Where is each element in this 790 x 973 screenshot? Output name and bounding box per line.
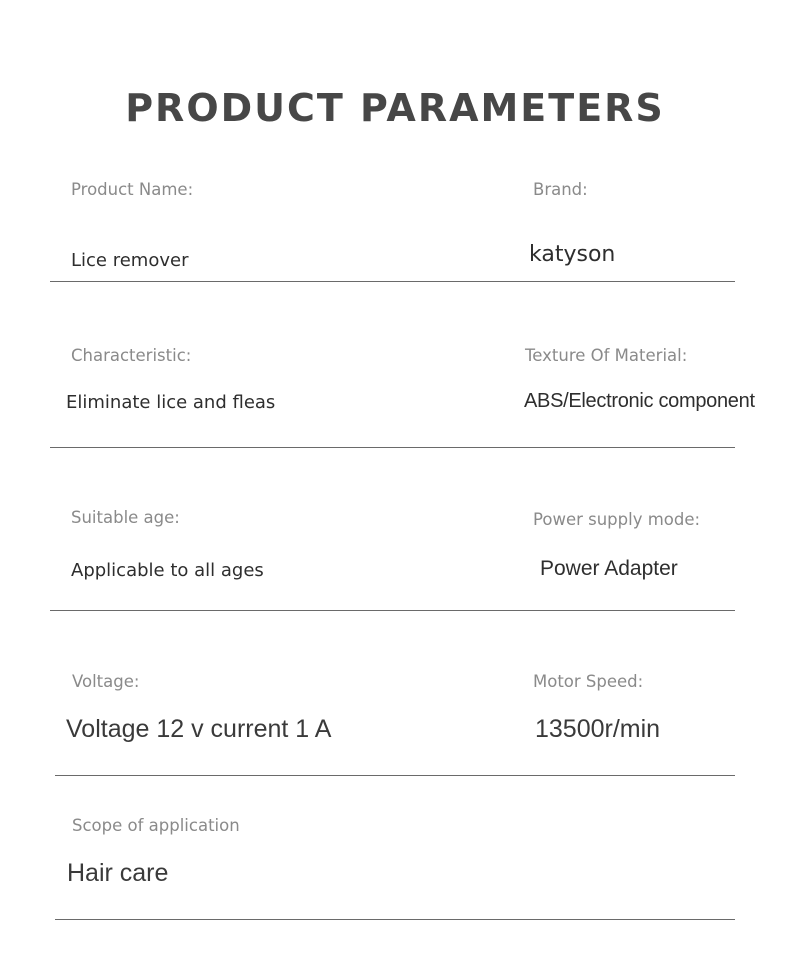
- suitable-age-label: Suitable age:: [71, 508, 180, 527]
- brand-label: Brand:: [533, 180, 588, 199]
- brand-value: katyson: [529, 242, 616, 267]
- product-name-label: Product Name:: [71, 180, 194, 199]
- motor-speed-label: Motor Speed:: [533, 672, 644, 691]
- row-divider: [50, 610, 735, 611]
- row-divider: [50, 447, 735, 448]
- suitable-age-value: Applicable to all ages: [71, 560, 264, 581]
- scope-of-application-label: Scope of application: [72, 816, 240, 835]
- texture-of-material-value: ABS/Electronic component: [524, 390, 755, 412]
- texture-of-material-label: Texture Of Material:: [525, 346, 688, 365]
- voltage-label: Voltage:: [72, 672, 140, 691]
- product-name-value: Lice remover: [71, 250, 189, 271]
- scope-of-application-value: Hair care: [67, 859, 169, 887]
- row-divider: [55, 919, 735, 920]
- power-supply-mode-label: Power supply mode:: [533, 510, 701, 529]
- characteristic-label: Characteristic:: [71, 346, 192, 365]
- row-divider: [55, 775, 735, 776]
- voltage-value: Voltage 12 v current 1 A: [66, 715, 332, 743]
- characteristic-value: Eliminate lice and fleas: [66, 392, 276, 413]
- row-divider: [50, 281, 735, 282]
- power-supply-mode-value: Power Adapter: [540, 557, 678, 580]
- page-title: PRODUCT PARAMETERS: [125, 86, 665, 130]
- motor-speed-value: 13500r/min: [535, 715, 661, 743]
